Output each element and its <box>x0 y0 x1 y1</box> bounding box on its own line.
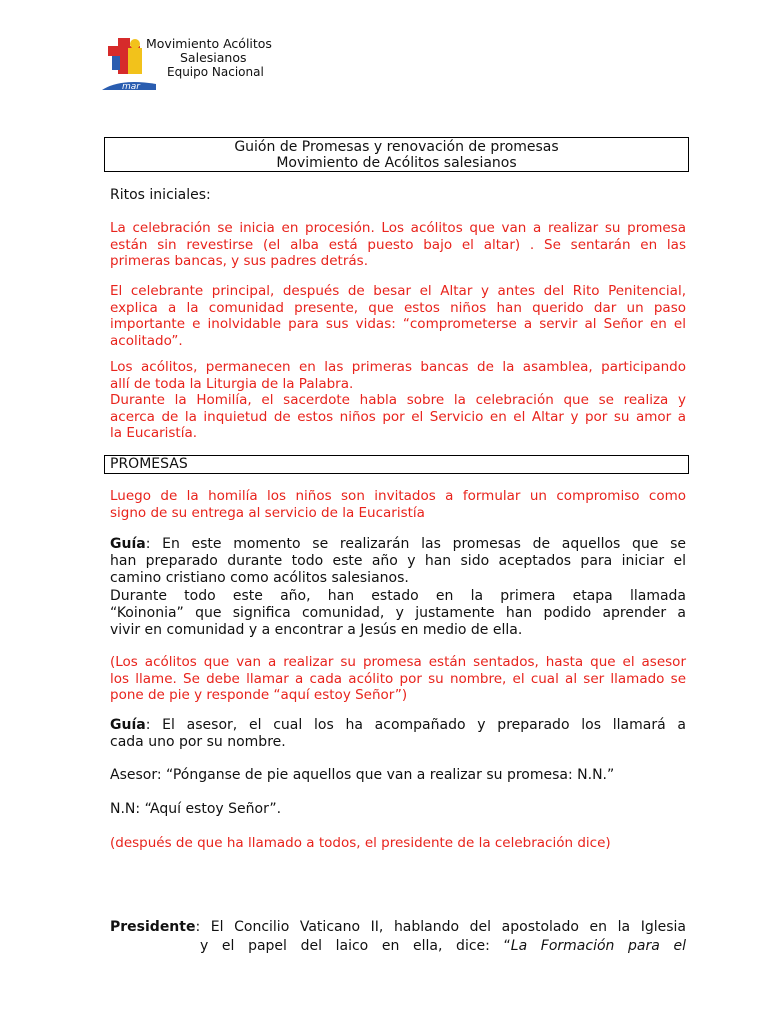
text-line: acerca de la inquietud de estos niños por el Servicio en el Altar y por su amor a <box>110 408 686 425</box>
title-line2: Movimiento de Acólitos salesianos <box>276 155 517 171</box>
text-line: están sin revestirse (el alba está puesto bajo el altar) . Se sentarán en las <box>110 236 686 253</box>
text-line: La celebración se inicia en procesión. Los acólitos que van a realizar su promesa <box>110 220 686 236</box>
guia-text: : El asesor, el cual los ha acompañado y preparado los llamará a <box>145 717 686 733</box>
promesas-note-2: (después de que ha llamado a todos, el presidente de la celebración dice) <box>110 835 611 851</box>
ritos-heading: Ritos iniciales: <box>110 187 211 203</box>
text-line: El celebrante principal, después de besar el Altar y antes del Rito Penitencial, <box>110 283 686 299</box>
text-line: acolitado”. <box>110 332 183 349</box>
guia-paragraph-2 <box>110 717 686 751</box>
text-line: cada uno por su nombre. <box>110 734 286 751</box>
text-line: pone de pie y responde “aquí estoy Señor”) <box>110 687 408 703</box>
guia-label: Guía <box>110 536 146 552</box>
text-line: la Eucaristía. <box>110 425 198 441</box>
presidente-paragraph <box>110 918 686 956</box>
logo-wordmark: mar <box>122 82 140 92</box>
text-line: Durante la Homilía, el sacerdote habla sobre la celebración que se realiza y <box>110 392 686 408</box>
promesas-note-1 <box>110 654 686 704</box>
text-line: Luego de la homilía los niños son invitados a formular un compromiso como <box>110 488 686 504</box>
ritos-paragraph-2 <box>110 283 686 349</box>
text-line: allí de toda la Liturgia de la Palabra. <box>110 375 354 392</box>
presidente-text: y el papel del laico en ella, dice: “ <box>200 938 511 954</box>
text-line: signo de su entrega al servicio de la Eucaristía <box>110 504 425 521</box>
text-line <box>110 937 686 956</box>
text-line <box>110 536 686 553</box>
text-line: importante e inolvidable para sus vidas: “comprometerse a servir al Señor en el <box>110 316 686 332</box>
text-line: “Koinonia” que significa comunidad, y justamente han podido aprender a <box>110 604 686 621</box>
promesas-intro <box>110 488 686 521</box>
text-line: explica a la comunidad presente, que estos niños han querido dar un paso <box>110 299 686 316</box>
text-line: primeras bancas, y sus padres detrás. <box>110 253 368 269</box>
guia-paragraph-1 <box>110 536 686 639</box>
text-line: Los acólitos, permanecen en las primeras bancas de la asamblea, participando <box>110 359 686 375</box>
text-line <box>110 918 686 937</box>
document-title-box <box>104 137 689 172</box>
asesor-line: Asesor: “Pónganse de pie aquellos que van a realizar su promesa: N.N.” <box>110 767 615 783</box>
text-line: (Los acólitos que van a realizar su promesa están sentados, hasta que el asesor <box>110 654 686 670</box>
promesas-heading-box <box>104 455 689 474</box>
text-line: han preparado durante todo este año y han sido aceptados para iniciar el <box>110 553 686 570</box>
title-line1: Guión de Promesas y renovación de promesas <box>234 139 559 155</box>
text-line: vivir en comunidad y a encontrar a Jesús en medio de ella. <box>110 622 523 639</box>
ritos-paragraph-1 <box>110 220 686 270</box>
ritos-paragraph-3 <box>110 359 686 442</box>
org-name-line2: Salesianos <box>180 50 247 65</box>
presidente-label: Presidente <box>110 919 196 935</box>
text-line <box>110 717 686 734</box>
org-subtitle: Equipo Nacional <box>167 65 264 79</box>
presidente-italic-text: La Formación para el <box>510 938 686 954</box>
guia-label: Guía <box>110 717 146 733</box>
text-line: camino cristiano como acólitos salesianos. <box>110 570 409 587</box>
text-line: Durante todo este año, han estado en la primera etapa llamada <box>110 587 686 604</box>
org-name-line1: Movimiento Acólitos <box>146 36 272 51</box>
nn-line: N.N: “Aquí estoy Señor”. <box>110 801 282 817</box>
promesas-heading: PROMESAS <box>110 456 188 472</box>
presidente-text: : El Concilio Vaticano II, hablando del apostolado en la Iglesia <box>195 919 686 935</box>
text-line: los llame. Se debe llamar a cada acólito por su nombre, el cual al ser llamado se <box>110 670 686 687</box>
header-logo-block <box>100 30 300 96</box>
guia-text: : En este momento se realizarán las promesas de aquellos que se <box>145 536 686 552</box>
